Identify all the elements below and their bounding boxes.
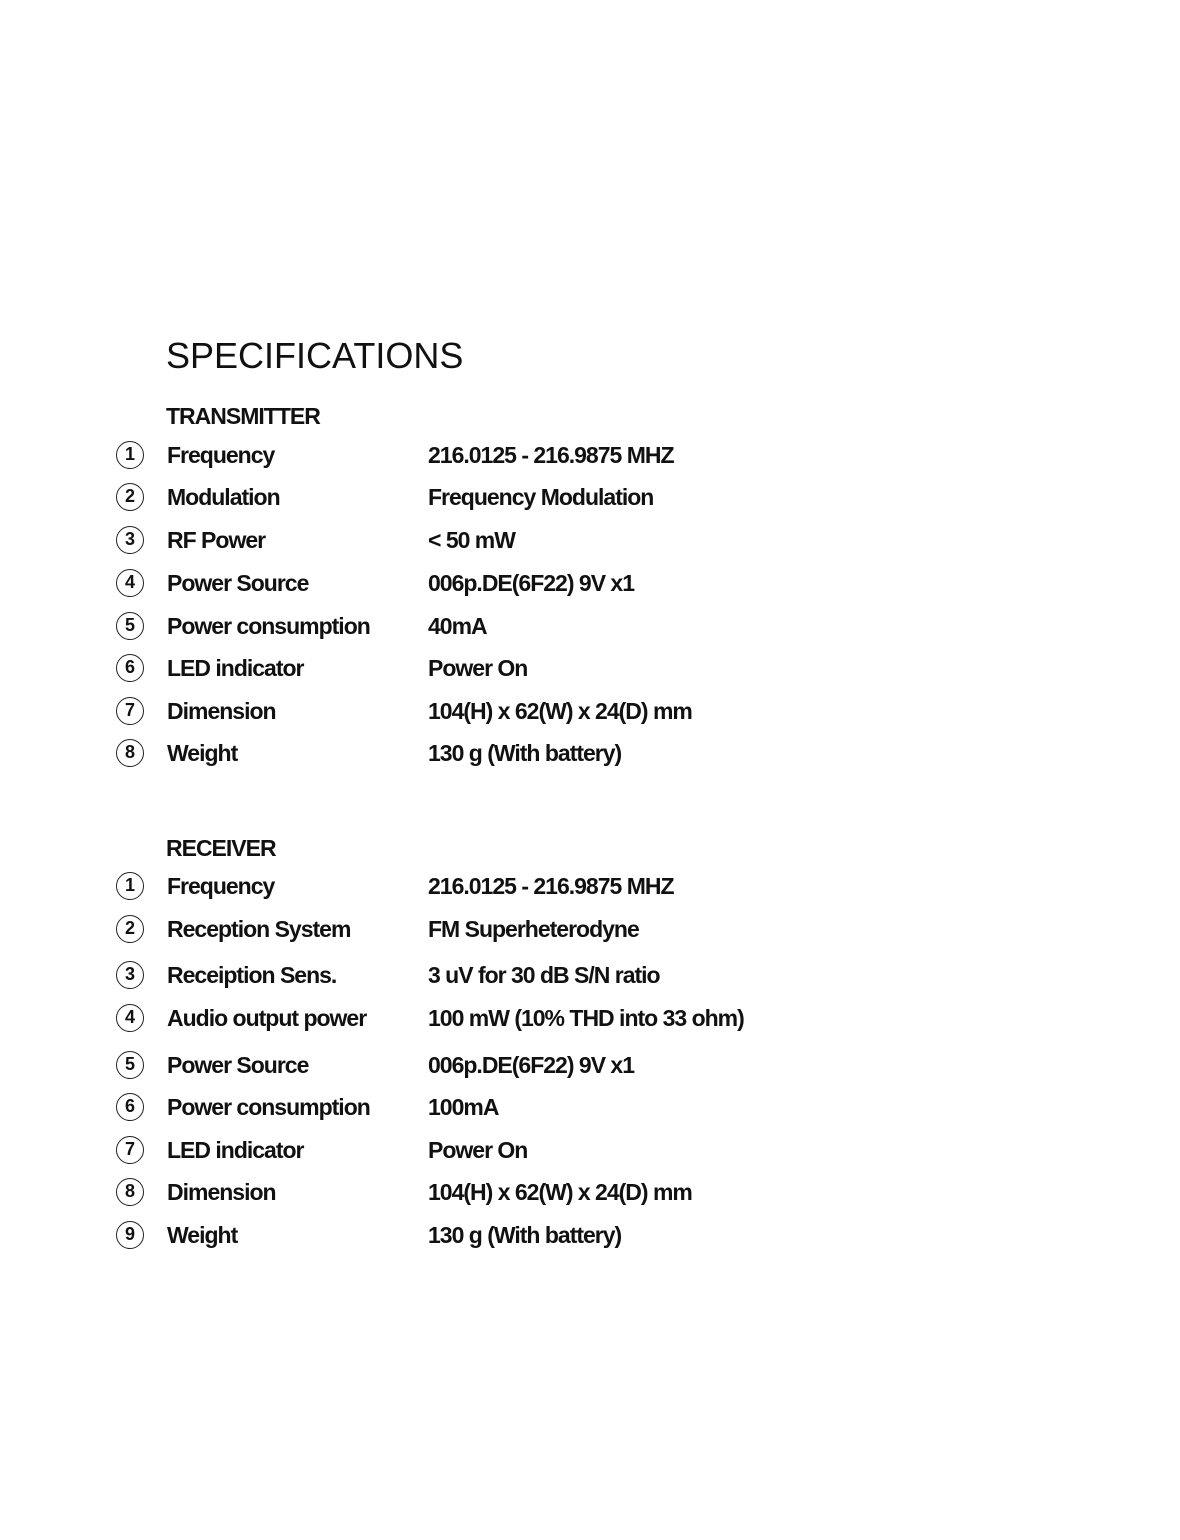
number-badge: 1 — [116, 441, 144, 469]
spec-label: Power Source — [167, 570, 309, 596]
number-badge: 2 — [116, 483, 144, 511]
receiver-row-reception-sens — [114, 960, 834, 996]
transmitter-heading: TRANSMITTER — [166, 403, 320, 429]
spec-value: 104(H) x 62(W) x 24(D) mm — [428, 698, 692, 724]
number-badge: 2 — [116, 915, 144, 943]
spec-label: RF Power — [167, 527, 266, 553]
transmitter-row-rf-power — [114, 525, 834, 561]
number-badge: 7 — [116, 697, 144, 725]
receiver-row-reception-system — [114, 914, 834, 950]
page-title: SPECIFICATIONS — [166, 335, 464, 376]
receiver-row-power-source — [114, 1050, 834, 1086]
number-badge: 1 — [116, 872, 144, 900]
number-badge: 4 — [116, 1004, 144, 1032]
spec-value: Power On — [428, 655, 528, 681]
spec-label: Frequency — [167, 442, 275, 468]
receiver-row-frequency — [114, 871, 834, 907]
number-badge: 8 — [116, 1178, 144, 1206]
spec-value: 104(H) x 62(W) x 24(D) mm — [428, 1179, 692, 1205]
spec-label: Receiption Sens. — [167, 962, 337, 988]
spec-value: 006p.DE(6F22) 9V x1 — [428, 1052, 635, 1078]
spec-label: Power consumption — [167, 613, 370, 639]
spec-value: 3 uV for 30 dB S/N ratio — [428, 962, 660, 988]
spec-label: Audio output power — [167, 1005, 367, 1031]
spec-label: Dimension — [167, 698, 276, 724]
transmitter-row-modulation — [114, 482, 834, 518]
receiver-row-weight — [114, 1220, 834, 1256]
spec-value: 216.0125 - 216.9875 MHZ — [428, 873, 674, 899]
spec-label: Power Source — [167, 1052, 309, 1078]
spec-value: 40mA — [428, 613, 487, 639]
transmitter-row-power-source — [114, 568, 834, 604]
spec-value: FM Superheterodyne — [428, 916, 639, 942]
receiver-row-audio-output-power — [114, 1003, 834, 1039]
spec-label: LED indicator — [167, 1137, 304, 1163]
spec-value: 216.0125 - 216.9875 MHZ — [428, 442, 674, 468]
transmitter-row-dimension — [114, 696, 834, 732]
spec-value: 130 g (With battery) — [428, 1222, 622, 1248]
number-badge: 6 — [116, 1093, 144, 1121]
transmitter-row-led-indicator — [114, 653, 834, 689]
spec-value: 130 g (With battery) — [428, 740, 622, 766]
number-badge: 4 — [116, 569, 144, 597]
spec-label: Reception System — [167, 916, 351, 942]
spec-value: 006p.DE(6F22) 9V x1 — [428, 570, 635, 596]
number-badge: 8 — [116, 739, 144, 767]
receiver-row-power-consumption — [114, 1092, 834, 1128]
spec-value: Frequency Modulation — [428, 484, 654, 510]
transmitter-row-frequency — [114, 440, 834, 476]
spec-label: Weight — [167, 1222, 238, 1248]
receiver-row-led-indicator — [114, 1135, 834, 1171]
spec-value: 100mA — [428, 1094, 499, 1120]
spec-value: 100 mW (10% THD into 33 ohm) — [428, 1005, 744, 1031]
spec-label: Dimension — [167, 1179, 276, 1205]
spec-label: Modulation — [167, 484, 280, 510]
receiver-heading: RECEIVER — [166, 835, 276, 861]
receiver-row-dimension — [114, 1177, 834, 1213]
number-badge: 7 — [116, 1136, 144, 1164]
spec-value: < 50 mW — [428, 527, 515, 553]
number-badge: 3 — [116, 526, 144, 554]
number-badge: 9 — [116, 1221, 144, 1249]
spec-label: LED indicator — [167, 655, 304, 681]
number-badge: 6 — [116, 654, 144, 682]
number-badge: 5 — [116, 612, 144, 640]
spec-label: Weight — [167, 740, 238, 766]
spec-label: Frequency — [167, 873, 275, 899]
transmitter-row-weight — [114, 738, 834, 774]
spec-value: Power On — [428, 1137, 528, 1163]
number-badge: 3 — [116, 961, 144, 989]
number-badge: 5 — [116, 1051, 144, 1079]
spec-label: Power consumption — [167, 1094, 370, 1120]
transmitter-row-power-consumption — [114, 611, 834, 647]
